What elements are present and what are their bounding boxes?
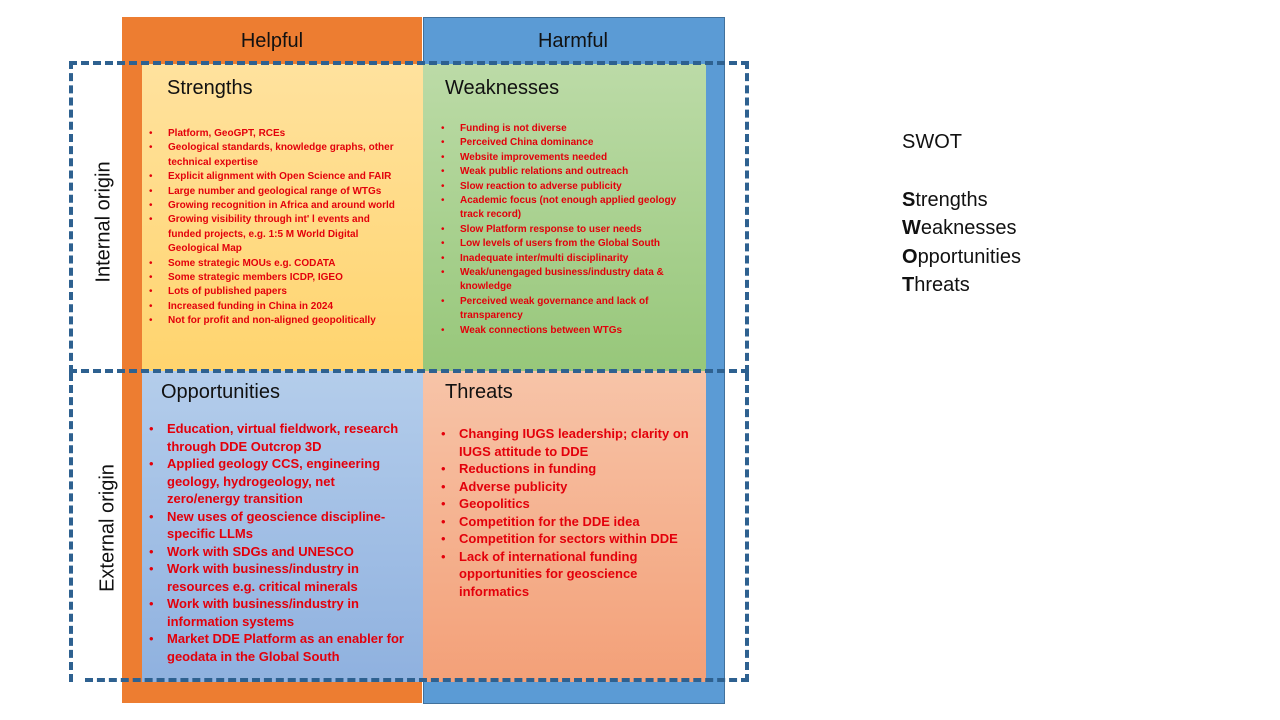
list-item: • Lots of published papers <box>142 285 404 299</box>
threats-title: Threats <box>445 381 513 403</box>
list-item: • Geological standards, knowledge graphs, other technical expertise <box>142 141 404 170</box>
threats-list <box>434 425 696 600</box>
list-item: • Perceived China dominance <box>434 136 700 150</box>
external-row-right-border <box>745 373 749 682</box>
legend-line-threats <box>902 271 1021 300</box>
list-item: • Reductions in funding <box>434 460 696 478</box>
list-item: • Platform, GeoGPT, RCEs <box>142 127 404 141</box>
list-item: • Market DDE Platform as an enabler for geodata in the Global South <box>142 630 404 665</box>
list-item: • Growing visibility through int' l events and funded projects, e.g. 1:5 M World Digital Geological Map <box>142 213 404 256</box>
internal-row-right-border <box>745 61 749 373</box>
weaknesses-title: Weaknesses <box>445 77 560 99</box>
legend-word: pportunities <box>917 245 1021 268</box>
internal-row-left-border <box>69 61 73 373</box>
opportunities-quadrant <box>142 371 423 682</box>
legend-line-strengths <box>902 186 1021 215</box>
list-item: • Geopolitics <box>434 495 696 513</box>
list-item: • Competition for the DDE idea <box>434 513 696 531</box>
list-item: • Some strategic members ICDP, IGEO <box>142 271 404 285</box>
list-item: • Explicit alignment with Open Science and FAIR <box>142 170 404 184</box>
strengths-title: Strengths <box>167 77 253 99</box>
list-item: • Low levels of users from the Global South <box>434 237 700 251</box>
external-row-left-border <box>69 373 73 682</box>
list-item: • Work with business/industry in resources e.g. critical minerals <box>142 560 404 595</box>
list-item: • Competition for sectors within DDE <box>434 530 696 548</box>
list-item: • Weak connections between WTGs <box>434 324 700 338</box>
legend-initial: W <box>902 217 921 240</box>
legend-line-weaknesses <box>902 214 1021 243</box>
strengths-list <box>142 127 404 329</box>
list-item: • Growing recognition in Africa and around world <box>142 199 404 213</box>
list-item: • Education, virtual fieldwork, research through DDE Outcrop 3D <box>142 420 404 455</box>
list-item: • Weak public relations and outreach <box>434 165 700 179</box>
list-item: • Weak/unengaged business/industry data & knowledge <box>434 266 700 295</box>
weaknesses-quadrant <box>423 64 706 371</box>
swot-legend <box>902 128 1021 300</box>
list-item: • Lack of international funding opportunities for geoscience informatics <box>434 548 696 601</box>
list-item: • Not for profit and non-aligned geopolitically <box>142 314 404 328</box>
helpful-column-title: Helpful <box>240 30 304 52</box>
internal-row-bottom-border <box>69 369 749 373</box>
list-item: • Applied geology CCS, engineering geology, hydrogeology, net zero/energy transition <box>142 455 404 508</box>
list-item: • Funding is not diverse <box>434 122 700 136</box>
strengths-quadrant <box>142 64 423 371</box>
threats-quadrant <box>423 371 706 682</box>
list-item: • Work with SDGs and UNESCO <box>142 543 404 561</box>
list-item: • Website improvements needed <box>434 151 700 165</box>
list-item: • Academic focus (not enough applied geology track record) <box>434 194 700 223</box>
swot-legend-title: SWOT <box>902 131 962 153</box>
list-item: • Some strategic MOUs e.g. CODATA <box>142 257 404 271</box>
opportunities-title: Opportunities <box>161 381 280 403</box>
list-item: • New uses of geoscience discipline-specific LLMs <box>142 508 404 543</box>
opportunities-list <box>142 420 404 665</box>
list-item: • Inadequate inter/multi disciplinarity <box>434 252 700 266</box>
legend-word: eaknesses <box>920 217 1017 240</box>
external-origin-label: External origin <box>96 464 119 592</box>
weaknesses-list <box>434 122 700 338</box>
list-item: • Changing IUGS leadership; clarity on IUGS attitude to DDE <box>434 425 696 460</box>
internal-origin-label: Internal origin <box>92 161 115 283</box>
list-item: • Work with business/industry in information systems <box>142 595 404 630</box>
internal-row-top-border <box>69 61 749 65</box>
harmful-column-title: Harmful <box>537 30 608 52</box>
list-item: • Increased funding in China in 2024 <box>142 300 404 314</box>
list-item: • Perceived weak governance and lack of transparency <box>434 295 700 324</box>
legend-initial: T <box>902 274 915 297</box>
list-item: • Adverse publicity <box>434 478 696 496</box>
external-row-bottom-border <box>85 678 749 682</box>
legend-word: hreats <box>914 274 970 297</box>
legend-initial: O <box>902 245 918 268</box>
legend-initial: S <box>902 188 916 211</box>
list-item: • Slow Platform response to user needs <box>434 223 700 237</box>
list-item: • Slow reaction to adverse publicity <box>434 180 700 194</box>
legend-word: trengths <box>915 188 988 211</box>
list-item: • Large number and geological range of WTGs <box>142 185 404 199</box>
legend-line-opportunities <box>902 243 1021 272</box>
